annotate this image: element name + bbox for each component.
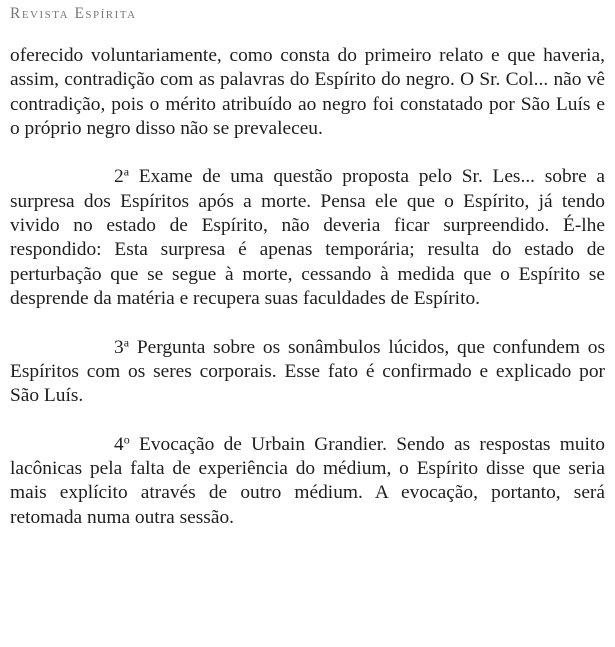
item-number: 4 [114, 433, 124, 455]
paragraph-continuation [10, 44, 605, 141]
paragraph-text: Evocação de Urbain Grandier. Sendo as respostas muito lacônicas pela falta de experiência do médium, o Espírito disse que seria mais explícito através de outro médium. A evocação, portanto, será retomada numa outra sessão. [10, 433, 605, 528]
ordinal-indicator: a [123, 334, 130, 349]
ordinal-indicator: o [123, 432, 130, 447]
ordinal-indicator: a [123, 164, 130, 179]
paragraph-text: oferecido voluntariamente, como consta do primeiro relato e que haveria, assim, contradição com as palavras do Espírito do negro. O Sr. Col... não vê contradição, pois o mérito atribuído ao negro foi constatado por São Luís e o próprio negro disso não se prevaleceu. [10, 45, 605, 139]
item-number: 3 [114, 336, 124, 358]
item-number: 2 [114, 166, 124, 188]
body-text [10, 44, 605, 530]
paragraph-text: Exame de uma questão proposta pelo Sr. Les... sobre a surpresa dos Espíritos após a morte. Pensa ele que o Espírito, já tendo vivido no estado de Espírito, não deveria ficar surpreendido. É-lhe respondido: Esta surpresa é apenas temporária; resulta do estado de perturbação que se segue à morte, cessando à medida que o Espírito se desprende da matéria e recupera suas faculdades de Espírito. [10, 166, 605, 309]
paragraph-text: Pergunta sobre os sonâmbulos lúcidos, que confundem os Espíritos com os seres corporais. Esse fato é confirmado e explicado por São Luís. [10, 336, 605, 407]
paragraph-item-2 [10, 165, 605, 311]
paragraph-item-4 [10, 433, 605, 530]
paragraph-item-3 [10, 336, 605, 409]
running-header: Revista Espírita [10, 5, 137, 22]
